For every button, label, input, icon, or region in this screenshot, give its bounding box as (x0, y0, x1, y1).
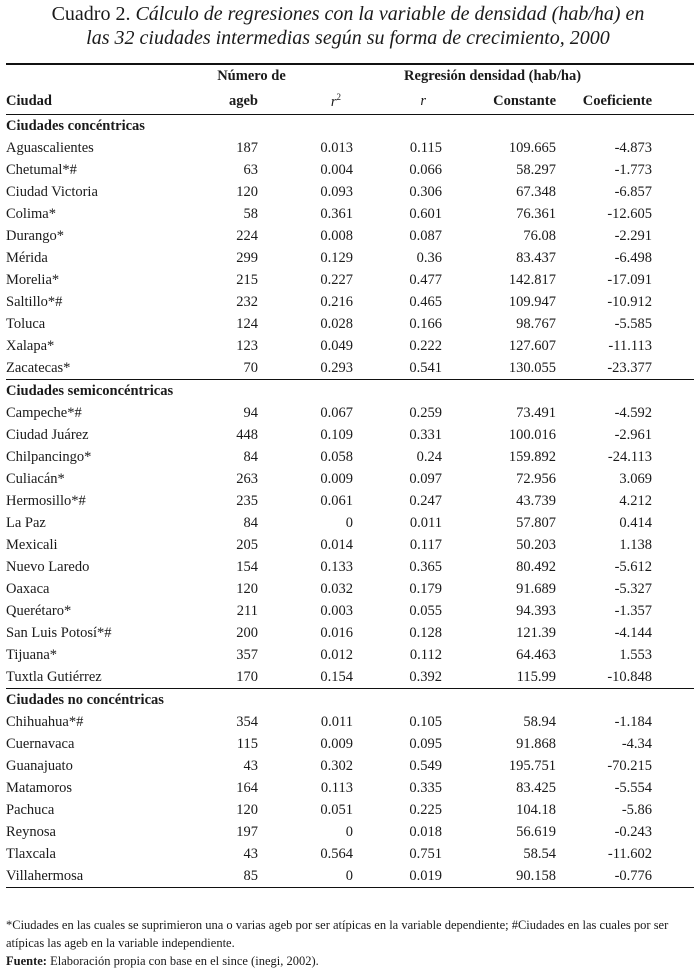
spacer-cell (652, 843, 694, 865)
r-squared-cell: 0.129 (320, 249, 354, 266)
ageb-count-cell: 58 (243, 205, 258, 222)
r-cell: 0.549 (409, 757, 443, 774)
table-row (6, 468, 694, 490)
r-cell: 0.055 (409, 602, 443, 619)
r-squared-cell: 0.051 (320, 801, 354, 818)
coefficient-cell: -1.184 (614, 713, 653, 730)
r-squared-cell: 0.216 (320, 293, 354, 310)
r-squared-cell: 0.058 (320, 448, 354, 465)
ageb-count-cell: 211 (236, 602, 258, 619)
r-squared-cell: 0.013 (320, 139, 354, 156)
constant-cell: 104.18 (516, 801, 557, 818)
r-squared-cell: 0.009 (320, 470, 354, 487)
table-row (6, 821, 694, 843)
coefficient-cell: 4.212 (619, 492, 653, 509)
r-squared-cell: 0.067 (320, 404, 354, 421)
header-numero-line2: ageb (200, 88, 258, 115)
spacer-cell (652, 225, 694, 247)
constant-cell: 90.158 (442, 865, 556, 888)
spacer-cell (652, 666, 694, 689)
table-row (6, 777, 694, 799)
r-cell: 0.225 (409, 801, 443, 818)
city-cell: Tijuana* (6, 646, 58, 663)
table-row (6, 269, 694, 291)
spacer-cell (652, 490, 694, 512)
coefficient-cell: -1.773 (614, 161, 653, 178)
city-cell: Ciudad Victoria (6, 183, 98, 200)
coefficient-cell: -0.776 (556, 865, 652, 888)
table-row (6, 622, 694, 644)
r-cell: 0.222 (409, 337, 443, 354)
section-header-row (6, 115, 694, 138)
spacer-cell (652, 733, 694, 755)
coefficient-cell: -4.873 (614, 139, 653, 156)
r-cell: 0.128 (409, 624, 443, 641)
constant-cell: 76.08 (523, 227, 557, 244)
coefficient-cell: 3.069 (619, 470, 653, 487)
table-row (6, 512, 694, 534)
constant-cell: 115.99 (442, 666, 556, 689)
table-row (6, 600, 694, 622)
table-row (6, 865, 694, 888)
r-cell: 0.601 (409, 205, 443, 222)
spacer-cell (652, 821, 694, 843)
city-cell: Mexicali (6, 536, 58, 553)
constant-cell: 64.463 (516, 646, 557, 663)
spacer-cell (652, 335, 694, 357)
r-cell: 0.24 (416, 448, 443, 465)
coefficient-cell: -23.377 (556, 357, 652, 380)
r-cell: 0.36 (416, 249, 443, 266)
caption-label: Cuadro 2. (51, 3, 131, 25)
r-squared-cell: 0.014 (320, 536, 354, 553)
r-cell: 0.011 (409, 514, 443, 531)
spacer-cell (652, 865, 694, 888)
ageb-count-cell: 197 (236, 823, 258, 840)
r-cell: 0.117 (409, 536, 443, 553)
ageb-count-cell: 357 (236, 646, 258, 663)
r-squared-cell: 0 (345, 514, 354, 531)
coefficient-cell: -11.602 (607, 845, 653, 862)
coefficient-cell: -4.34 (621, 735, 653, 752)
coefficient-cell: -4.144 (614, 624, 653, 641)
ageb-count-cell: 43 (243, 757, 258, 774)
constant-cell: 67.348 (516, 183, 557, 200)
constant-cell: 58.54 (523, 845, 557, 862)
city-cell: Nuevo Laredo (6, 558, 90, 575)
table-notes (6, 916, 696, 970)
section-header-row (6, 689, 694, 712)
coefficient-cell: -17.091 (607, 271, 653, 288)
r-squared-cell: 0 (258, 865, 353, 888)
r-cell: 0.066 (409, 161, 443, 178)
city-cell: Morelia* (6, 271, 60, 288)
ageb-count-cell: 299 (236, 249, 258, 266)
ageb-count-cell: 200 (236, 624, 258, 641)
constant-cell: 195.751 (508, 757, 557, 774)
constant-cell: 73.491 (516, 404, 557, 421)
constant-cell: 83.437 (516, 249, 557, 266)
ageb-count-cell: 115 (236, 735, 258, 752)
table-row (6, 424, 694, 446)
ageb-count-cell: 164 (236, 779, 258, 796)
coefficient-cell: -11.113 (608, 337, 653, 354)
constant-cell: 58.94 (523, 713, 557, 730)
source-note (6, 952, 696, 970)
city-cell: Reynosa (6, 823, 56, 840)
table-row (6, 644, 694, 666)
constant-cell: 109.665 (508, 139, 557, 156)
city-cell: Pachuca (6, 801, 55, 818)
r-squared-cell: 0.032 (320, 580, 354, 597)
header-ciudad: Ciudad (6, 88, 200, 115)
spacer-cell (652, 137, 694, 159)
r-squared-cell: 0.004 (320, 161, 354, 178)
section-header-row (6, 380, 694, 403)
coefficient-cell: -1.357 (614, 602, 653, 619)
city-cell: Ciudad Juárez (6, 426, 89, 443)
ageb-count-cell: 85 (200, 865, 258, 888)
r-squared-cell: 0.154 (258, 666, 353, 689)
r-cell: 0.095 (409, 735, 443, 752)
coefficient-cell: -0.243 (614, 823, 653, 840)
spacer-cell (652, 313, 694, 335)
coefficient-cell: 1.553 (619, 646, 653, 663)
r-cell: 0.306 (409, 183, 443, 200)
constant-cell: 58.297 (516, 161, 557, 178)
r-squared-cell: 0.093 (320, 183, 354, 200)
ageb-count-cell: 120 (236, 580, 258, 597)
header-coeficiente: Coeficiente (556, 88, 652, 115)
r-squared-cell: 0.302 (320, 757, 354, 774)
spacer-cell (652, 644, 694, 666)
caption-text: Cálculo de regresiones con la variable de densidad (hab/ha) en las 32 ciudades intermedias según su forma de crecimiento, 2000 (86, 3, 645, 49)
footnote: *Ciudades en las cuales se suprimieron una o varias ageb por ser atípicas en la variable dependiente; #Ciudades en las cuales por ser atípicas las ageb en la variable independiente. (6, 918, 669, 950)
table-row (6, 159, 694, 181)
section-title: Ciudades semiconcéntricas (6, 382, 174, 399)
source-label: Fuente: (6, 954, 47, 968)
constant-cell: 159.892 (508, 448, 557, 465)
constant-cell: 109.947 (508, 293, 557, 310)
city-cell: Toluca (6, 315, 46, 332)
city-cell: Chihuahua*# (6, 713, 84, 730)
r-squared-cell: 0.109 (320, 426, 354, 443)
ageb-count-cell: 154 (236, 558, 258, 575)
ageb-count-cell: 354 (236, 713, 258, 730)
table-row (6, 335, 694, 357)
ageb-count-cell: 120 (236, 801, 258, 818)
ageb-count-cell: 124 (236, 315, 258, 332)
section-title: Ciudades no concéntricas (6, 691, 164, 708)
table-row (6, 666, 694, 689)
ageb-count-cell: 120 (236, 183, 258, 200)
table-body (6, 115, 694, 888)
spacer-cell (652, 357, 694, 380)
coefficient-cell: -5.612 (614, 558, 653, 575)
table-row (6, 843, 694, 865)
r-cell: 0.335 (409, 779, 443, 796)
r-squared-cell: 0.061 (320, 492, 354, 509)
spacer-cell (652, 291, 694, 313)
table-row (6, 446, 694, 468)
constant-cell: 121.39 (516, 624, 557, 641)
header-numero-line1: Número de (200, 64, 353, 88)
r-cell: 0.259 (409, 404, 443, 421)
table-row (6, 203, 694, 225)
coefficient-cell: -10.848 (556, 666, 652, 689)
coefficient-cell: -6.857 (614, 183, 653, 200)
constant-cell: 142.817 (508, 271, 557, 288)
constant-cell: 98.767 (516, 315, 557, 332)
r-cell: 0.112 (409, 646, 443, 663)
coefficient-cell: -12.605 (607, 205, 653, 222)
spacer-cell (652, 711, 694, 733)
table-row (6, 711, 694, 733)
city-cell: Matamoros (6, 779, 73, 796)
header-constante: Constante (442, 88, 556, 115)
r-cell: 0.247 (409, 492, 443, 509)
constant-cell: 94.393 (516, 602, 557, 619)
r-cell: 0.166 (409, 315, 443, 332)
constant-cell: 72.956 (516, 470, 557, 487)
spacer-cell (652, 556, 694, 578)
spacer-cell (652, 247, 694, 269)
table-row (6, 225, 694, 247)
r-squared-cell: 0.016 (320, 624, 354, 641)
constant-cell: 50.203 (516, 536, 557, 553)
table-row (6, 534, 694, 556)
source-text: Elaboración propia con base en el since (inegi, 2002). (46, 954, 319, 968)
table-row (6, 137, 694, 159)
ageb-count-cell: 205 (236, 536, 258, 553)
r-cell: 0.018 (409, 823, 443, 840)
city-cell: Guanajuato (6, 757, 73, 774)
coefficient-cell: -24.113 (607, 448, 653, 465)
spacer-cell (652, 534, 694, 556)
spacer-cell (652, 622, 694, 644)
table-row (6, 402, 694, 424)
r-squared-cell: 0.293 (258, 357, 353, 380)
table-row (6, 291, 694, 313)
r-cell: 0.541 (353, 357, 442, 380)
ageb-count-cell: 448 (236, 426, 258, 443)
r-cell: 0.751 (409, 845, 443, 862)
table-row (6, 357, 694, 380)
ageb-count-cell: 84 (243, 514, 258, 531)
r-squared-cell: 0.361 (320, 205, 354, 222)
constant-cell: 100.016 (508, 426, 557, 443)
spacer-cell (652, 755, 694, 777)
city-cell: Colima* (6, 205, 56, 222)
r-squared-cell: 0.003 (320, 602, 354, 619)
ageb-count-cell: 43 (243, 845, 258, 862)
r-squared-cell: 0.113 (320, 779, 354, 796)
spacer-cell (652, 578, 694, 600)
r-cell: 0.087 (409, 227, 443, 244)
ageb-count-cell: 70 (200, 357, 258, 380)
city-cell: Oaxaca (6, 580, 50, 597)
city-cell: Hermosillo*# (6, 492, 86, 509)
table-row (6, 313, 694, 335)
r-squared-cell: 0.011 (320, 713, 354, 730)
constant-cell: 127.607 (508, 337, 557, 354)
coefficient-cell: 0.414 (619, 514, 653, 531)
city-cell: Tlaxcala (6, 845, 56, 862)
spacer-cell (652, 468, 694, 490)
city-cell: Durango* (6, 227, 64, 244)
r-cell: 0.179 (409, 580, 443, 597)
r-squared-cell: 0.012 (320, 646, 354, 663)
ageb-count-cell: 215 (236, 271, 258, 288)
r-cell: 0.465 (409, 293, 443, 310)
table-row (6, 490, 694, 512)
city-cell: Chilpancingo* (6, 448, 92, 465)
spacer-cell (652, 181, 694, 203)
regression-table (6, 63, 694, 888)
ageb-count-cell: 224 (236, 227, 258, 244)
constant-cell: 83.425 (516, 779, 557, 796)
city-cell: Villahermosa (6, 865, 200, 888)
r-cell: 0.097 (409, 470, 443, 487)
ageb-count-cell: 170 (200, 666, 258, 689)
city-cell: Culiacán* (6, 470, 65, 487)
spacer-cell (652, 600, 694, 622)
ageb-count-cell: 84 (243, 448, 258, 465)
city-cell: Querétaro* (6, 602, 72, 619)
r-squared-cell: 0.227 (320, 271, 354, 288)
table-row (6, 578, 694, 600)
r-squared-cell: 0.133 (320, 558, 354, 575)
header-r: r (353, 88, 442, 115)
ageb-count-cell: 94 (243, 404, 258, 421)
spacer-cell (652, 402, 694, 424)
city-cell: San Luis Potosí*# (6, 624, 112, 641)
spacer-cell (652, 159, 694, 181)
coefficient-cell: -70.215 (607, 757, 653, 774)
coefficient-cell: -5.327 (614, 580, 653, 597)
constant-cell: 57.807 (516, 514, 557, 531)
coefficient-cell: 1.138 (619, 536, 653, 553)
r-squared-cell: 0.009 (320, 735, 354, 752)
r-squared-cell: 0.028 (320, 315, 354, 332)
ageb-count-cell: 123 (236, 337, 258, 354)
coefficient-cell: -10.912 (607, 293, 653, 310)
r-squared-cell: 0.564 (320, 845, 354, 862)
r-squared-cell: 0 (345, 823, 354, 840)
ageb-count-cell: 263 (236, 470, 258, 487)
constant-cell: 80.492 (516, 558, 557, 575)
ageb-count-cell: 235 (236, 492, 258, 509)
city-cell: Tuxtla Gutiérrez (6, 666, 200, 689)
spacer-cell (652, 203, 694, 225)
coefficient-cell: -5.554 (614, 779, 653, 796)
coefficient-cell: -5.86 (621, 801, 653, 818)
city-cell: La Paz (6, 514, 46, 531)
ageb-count-cell: 187 (236, 139, 258, 156)
city-cell: Cuernavaca (6, 735, 75, 752)
constant-cell: 43.739 (516, 492, 557, 509)
table-caption (40, 2, 656, 50)
constant-cell: 130.055 (442, 357, 556, 380)
table-row (6, 733, 694, 755)
table-row (6, 556, 694, 578)
city-cell: Zacatecas* (6, 357, 200, 380)
coefficient-cell: -2.291 (614, 227, 653, 244)
ageb-count-cell: 63 (243, 161, 258, 178)
city-cell: Campeche*# (6, 404, 82, 421)
r-cell: 0.331 (409, 426, 443, 443)
spacer-cell (652, 269, 694, 291)
city-cell: Aguascalientes (6, 139, 94, 156)
r-squared-cell: 0.049 (320, 337, 354, 354)
coefficient-cell: -2.961 (614, 426, 653, 443)
r-cell: 0.392 (353, 666, 442, 689)
header-r2: $r^2$ (258, 88, 353, 115)
spacer-cell (652, 512, 694, 534)
table-row (6, 247, 694, 269)
city-cell: Xalapa* (6, 337, 55, 354)
r-cell: 0.477 (409, 271, 443, 288)
coefficient-cell: -6.498 (614, 249, 653, 266)
coefficient-cell: -5.585 (614, 315, 653, 332)
table-row (6, 755, 694, 777)
table-header (6, 64, 694, 115)
spacer-cell (652, 424, 694, 446)
r-cell: 0.365 (409, 558, 443, 575)
city-cell: Saltillo*# (6, 293, 63, 310)
constant-cell: 56.619 (516, 823, 557, 840)
table-row (6, 181, 694, 203)
constant-cell: 76.361 (516, 205, 557, 222)
coefficient-cell: -4.592 (614, 404, 653, 421)
constant-cell: 91.868 (516, 735, 557, 752)
section-title: Ciudades concéntricas (6, 117, 145, 134)
city-cell: Mérida (6, 249, 48, 266)
spacer-cell (652, 777, 694, 799)
r-squared-cell: 0.008 (320, 227, 354, 244)
r-cell: 0.115 (409, 139, 443, 156)
city-cell: Chetumal*# (6, 161, 77, 178)
table-row (6, 799, 694, 821)
constant-cell: 91.689 (516, 580, 557, 597)
spacer-cell (652, 446, 694, 468)
header-regresion: Regresión densidad (hab/ha) (353, 64, 652, 88)
r-cell: 0.019 (353, 865, 442, 888)
ageb-count-cell: 232 (236, 293, 258, 310)
spacer-cell (652, 799, 694, 821)
r-cell: 0.105 (409, 713, 443, 730)
